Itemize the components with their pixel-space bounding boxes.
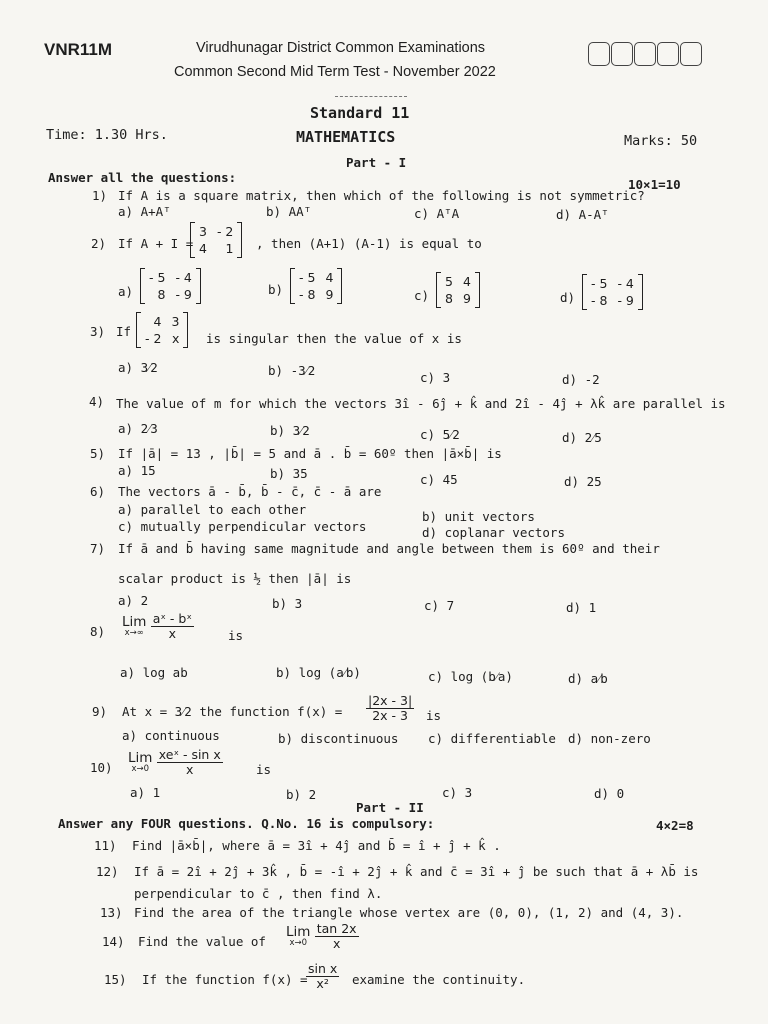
option-a: a) log ab (120, 665, 188, 680)
matrix-option-d (582, 274, 643, 310)
matrix-cell: 9 (462, 291, 471, 306)
option-c: c) 5⁄2 (420, 427, 460, 442)
option-a: a) continuous (122, 728, 220, 743)
matrix-cell: 3 (199, 224, 207, 239)
matrix-cell: 9 (325, 287, 334, 302)
option-b: b) -3⁄2 (268, 363, 316, 378)
option-b: b) log (a⁄b) (276, 665, 361, 680)
q-text-pre: If A + I = (118, 236, 194, 251)
matrix-cell: - 9 (617, 293, 634, 308)
matrix-cell: 5 (445, 274, 453, 289)
option-d: d) non-zero (568, 731, 651, 746)
option-a: a) (118, 284, 134, 299)
fraction-numerator: xeˣ - sin x (158, 747, 221, 762)
q-text-post: is (228, 628, 244, 643)
part-1-scheme: 10×1=10 (628, 177, 681, 192)
option-c: c) 45 (420, 472, 458, 487)
time-label: Time: 1.30 Hrs. (46, 127, 168, 143)
reg-box (657, 42, 679, 66)
matrix-cell: - 8 (591, 293, 608, 308)
matrix-cell: 8 (157, 287, 166, 302)
q-text-pre: At x = 3⁄2 the function f(x) = (122, 704, 343, 719)
fraction-denominator: 2x - 3 (372, 708, 408, 724)
q-number: 8) (90, 624, 106, 639)
q-number: 10) (90, 760, 113, 775)
matrix-cell: 1 (225, 241, 234, 256)
matrix-cell: - 2 (216, 224, 234, 239)
q-number: 15) (104, 972, 127, 987)
matrix-cell: - 5 (149, 270, 166, 285)
q-text: If |ā| = 13 , |b̄| = 5 and ā . b̄ = 60º then |ā×b̄| is (118, 446, 502, 461)
option-d: d) 0 (594, 786, 625, 801)
fraction-numerator: sin x (308, 961, 338, 976)
option-a: a) 2⁄3 (118, 421, 158, 436)
option-d: d) a⁄b (568, 671, 608, 686)
option-a: a) 15 (118, 463, 156, 478)
limit-expression (122, 612, 194, 642)
option-b: b) discontinuous (278, 731, 399, 746)
fraction-denominator: x (168, 626, 177, 642)
matrix-cell: x (171, 331, 180, 346)
matrix-cell: - 9 (175, 287, 192, 302)
lim-label: Lim (122, 613, 147, 630)
part-2-instruction: Answer any FOUR questions. Q.No. 16 is compulsory: (58, 816, 435, 831)
q-number: 13) (100, 905, 123, 920)
fraction-numerator: aˣ - bˣ (152, 611, 192, 626)
option-c: c) (414, 288, 430, 303)
option-c: c) 3 (420, 370, 451, 385)
q-number: 12) (96, 864, 119, 879)
part-1-instruction: Answer all the questions: (48, 170, 237, 185)
option-d: d) coplanar vectors (422, 525, 565, 540)
q-text-post: is singular then the value of x is (206, 331, 462, 346)
q-text-post: is (426, 708, 442, 723)
q-number: 3) (90, 324, 106, 339)
option-d: d) 25 (564, 474, 602, 489)
reg-box (680, 42, 702, 66)
limit-expression (286, 922, 359, 952)
matrix-cell: - 2 (145, 331, 162, 346)
option-d: d) (560, 290, 576, 305)
option-c: c) log (b⁄a) (428, 669, 513, 684)
q-text-pre: If the function f(x) = (142, 972, 308, 987)
matrix-cell: 3 (171, 314, 180, 329)
standard-label: Standard 11 (310, 104, 410, 122)
lim-sub: x→0 (289, 938, 307, 949)
lim-label: Lim (128, 749, 153, 766)
option-b: b) 35 (270, 466, 308, 481)
subject-title: MATHEMATICS (296, 128, 396, 146)
matrix-cell: 4 (325, 270, 334, 285)
paper-code: VNR11M (44, 40, 113, 59)
matrix-cell: 8 (445, 291, 453, 306)
q-number: 5) (90, 446, 106, 461)
matrix-cell: 4 (462, 274, 471, 289)
q-text: Find the area of the triangle whose vertex are (0, 0), (1, 2) and (4, 3). (134, 905, 684, 920)
fraction (306, 962, 339, 992)
q-text-cont: scalar product is ½ then |ā| is (118, 571, 352, 586)
matrix-cell: - 5 (591, 276, 608, 291)
matrix-cell: - 8 (299, 287, 316, 302)
matrix-cell: - 5 (299, 270, 316, 285)
option-b: b) AAᵀ (266, 204, 312, 219)
option-a: a) 3⁄2 (118, 360, 158, 375)
q-number: 6) (90, 484, 106, 499)
q-text: The value of m for which the vectors 3î - 6ĵ + k̂ and 2î - 4ĵ + λk̂ are parallel is (116, 396, 726, 411)
option-d: d) 1 (566, 600, 597, 615)
fraction (366, 694, 414, 724)
q-text: The vectors ā - b̄, b̄ - c̄, c̄ - ā are (118, 484, 382, 499)
fraction-numerator: |2x - 3| (368, 693, 413, 708)
exam-organiser: Virudhunagar District Common Examinations (196, 40, 486, 56)
divider (335, 96, 407, 97)
q-number: 4) (89, 394, 105, 409)
part-2-scheme: 4×2=8 (656, 818, 694, 833)
option-a: a) A+Aᵀ (118, 204, 171, 219)
q-text: If ā and b̄ having same magnitude and angle between them is 60º and their (118, 541, 660, 556)
q-text-cont: perpendicular to c̄ , then find λ. (134, 886, 383, 901)
option-a: a) 2 (118, 593, 149, 608)
matrix (136, 312, 188, 348)
q-text-pre: If (116, 324, 132, 339)
q-text-pre: Find the value of (138, 934, 266, 949)
option-b: b) 2 (286, 787, 317, 802)
matrix-cell: 4 (199, 241, 207, 256)
option-c: c) 3 (442, 785, 473, 800)
reg-box (611, 42, 633, 66)
lim-sub: x→∞ (124, 628, 144, 639)
reg-box (588, 42, 610, 66)
q-text: Find |ā×b̄|, where ā = 3î + 4ĵ and b̄ = î + ĵ + k̂ . (132, 838, 501, 853)
lim-sub: x→0 (131, 764, 149, 775)
part-1-title: Part - I (346, 155, 407, 170)
q-text-post: , then (A+1) (A-1) is equal to (256, 236, 482, 251)
option-d: d) -2 (562, 372, 600, 387)
option-c: c) 7 (424, 598, 455, 613)
matrix-cell: - 4 (175, 270, 192, 285)
fraction-denominator: x² (316, 976, 329, 992)
fraction-numerator: tan 2x (316, 921, 357, 936)
q-number: 1) (92, 188, 108, 203)
q-number: 9) (92, 704, 108, 719)
matrix-cell: 4 (153, 314, 162, 329)
part-2-title: Part - II (356, 800, 424, 815)
limit-expression (128, 748, 223, 778)
marks-label: Marks: 50 (624, 133, 698, 149)
q-text: If A is a square matrix, then which of the following is not symmetric? (118, 188, 645, 203)
exam-title: Common Second Mid Term Test - November 2022 (174, 64, 496, 80)
option-a: a) 1 (130, 785, 161, 800)
option-a: a) parallel to each other (118, 502, 307, 517)
option-b: b) 3 (272, 596, 303, 611)
option-d: d) A-Aᵀ (556, 207, 609, 222)
q-number: 11) (94, 838, 117, 853)
q-number: 7) (90, 541, 106, 556)
q-text-post: examine the continuity. (352, 972, 526, 987)
option-c: c) AᵀA (414, 206, 460, 221)
fraction-denominator: x (332, 936, 341, 952)
q-text-post: is (256, 762, 272, 777)
lim-label: Lim (286, 923, 311, 940)
matrix-option-c (436, 272, 480, 308)
fraction-denominator: x (186, 762, 194, 778)
q-number: 2) (91, 236, 107, 251)
matrix-cell: - 4 (617, 276, 634, 291)
matrix (190, 222, 242, 258)
option-b: b) (268, 282, 284, 297)
q-text: If ā = 2î + 2ĵ + 3k̂ , b̄ = -î + 2ĵ + k̂ and c̄ = 3î + ĵ be such that ā + λb̄ is (134, 864, 699, 879)
option-c: c) mutually perpendicular vectors (118, 519, 367, 534)
option-c: c) differentiable (428, 731, 556, 746)
matrix-option-b (290, 268, 342, 304)
option-b: b) unit vectors (422, 509, 535, 524)
option-d: d) 2⁄5 (562, 430, 602, 445)
matrix-option-a (140, 268, 201, 304)
q-number: 14) (102, 934, 125, 949)
option-b: b) 3⁄2 (270, 423, 310, 438)
reg-box (634, 42, 656, 66)
